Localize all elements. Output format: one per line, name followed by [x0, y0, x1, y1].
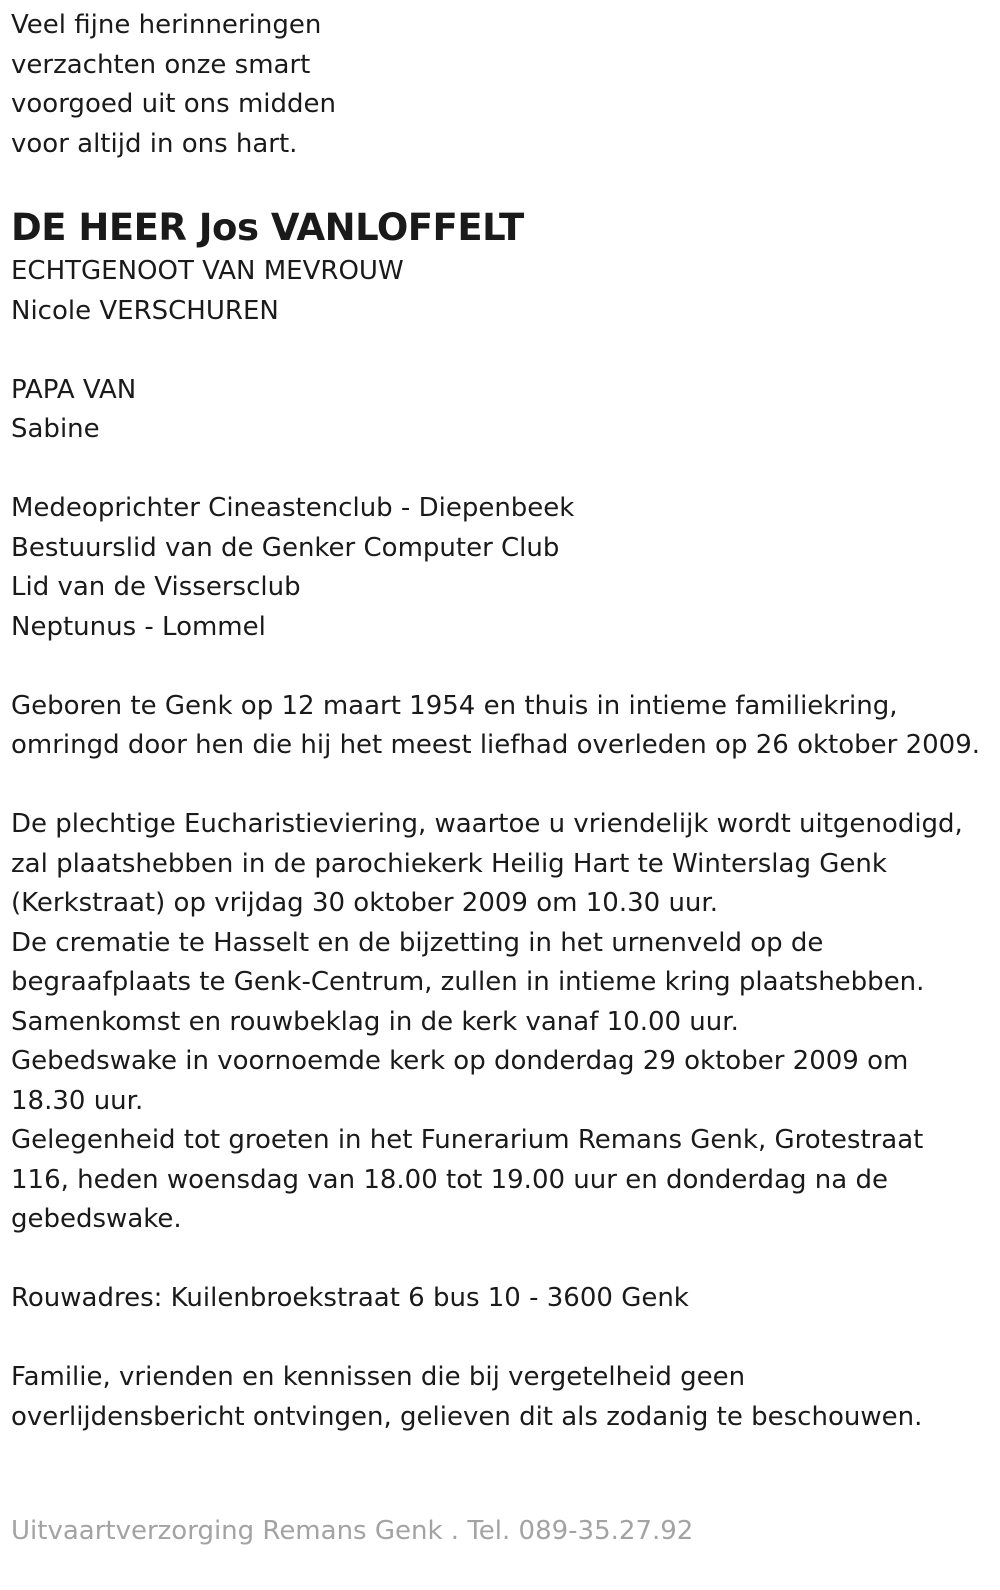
memberships-block: [11, 489, 986, 647]
notice-block: [11, 1358, 986, 1437]
funeral-home-footer: Uitvaartverzorging Remans Genk . Tel. 089-35.27.92: [11, 1516, 694, 1546]
deceased-name: DE HEER Jos VANLOFFELT: [11, 206, 524, 249]
ceremony-gathering: Samenkomst en rouwbeklag in de kerk vanaf 10.00 uur.: [11, 1006, 739, 1037]
ceremony-mass: De plechtige Eucharistieviering, waartoe u vriendelijk wordt uitgenodigd, zal plaatshebben in de parochiekerk Heilig Hart te Winterslag Genk (Kerkstraat) op vrijdag 30 oktober 2009 om 10.30 uur.: [11, 809, 963, 918]
membership-item: Medeoprichter Cineastenclub - Diepenbeek: [11, 493, 575, 523]
membership-item: Bestuurslid van de Genker Computer Club: [11, 532, 560, 563]
birth-death-text: Geboren te Genk op 12 maart 1954 en thuis in intieme familiekring, omringd door hen die hij het meest liefhad overleden op 26 oktober 2009.: [11, 690, 981, 760]
poem-line: voorgoed uit ons midden: [11, 89, 336, 119]
child-name: Sabine: [11, 414, 100, 444]
ceremony-visitation: Gelegenheid tot groeten in het Funerarium Remans Genk, Grotestraat 116, heden woensdag van 18.00 tot 19.00 uur en donderdag na de gebedswake.: [11, 1125, 924, 1234]
poem-line: voor altijd in ons hart.: [11, 128, 298, 159]
spouse-block: [11, 252, 986, 331]
mourning-address: Rouwadres: Kuilenbroekstraat 6 bus 10 - 3600 Genk: [11, 1283, 689, 1313]
ceremony-cremation: De crematie te Hasselt en de bijzetting in het urnenveld op de begraafplaats te Genk-Centrum, zullen in intieme kring plaatshebben.: [11, 927, 925, 997]
obituary-notice: [11, 6, 986, 1437]
notice-text: Familie, vrienden en kennissen die bij vergetelheid geen overlijdensbericht ontvingen, gelieven dit als zodanig te beschouwen.: [11, 1362, 923, 1432]
spouse-relation: ECHTGENOOT VAN MEVROUW: [11, 256, 404, 286]
membership-item: Neptunus - Lommel: [11, 611, 266, 642]
memorial-poem: [11, 6, 986, 164]
spouse-name: Nicole VERSCHUREN: [11, 295, 279, 326]
membership-item: Lid van de Vissersclub: [11, 572, 301, 602]
ceremony-block: [11, 805, 986, 1240]
poem-line: Veel fijne herinneringen: [11, 10, 322, 40]
children-block: [11, 371, 986, 450]
birth-death-block: [11, 687, 986, 766]
ceremony-vigil: Gebedswake in voornoemde kerk op donderdag 29 oktober 2009 om 18.30 uur.: [11, 1046, 909, 1116]
address-block: [11, 1279, 986, 1319]
children-relation: PAPA VAN: [11, 374, 137, 405]
poem-line: verzachten onze smart: [11, 49, 311, 80]
